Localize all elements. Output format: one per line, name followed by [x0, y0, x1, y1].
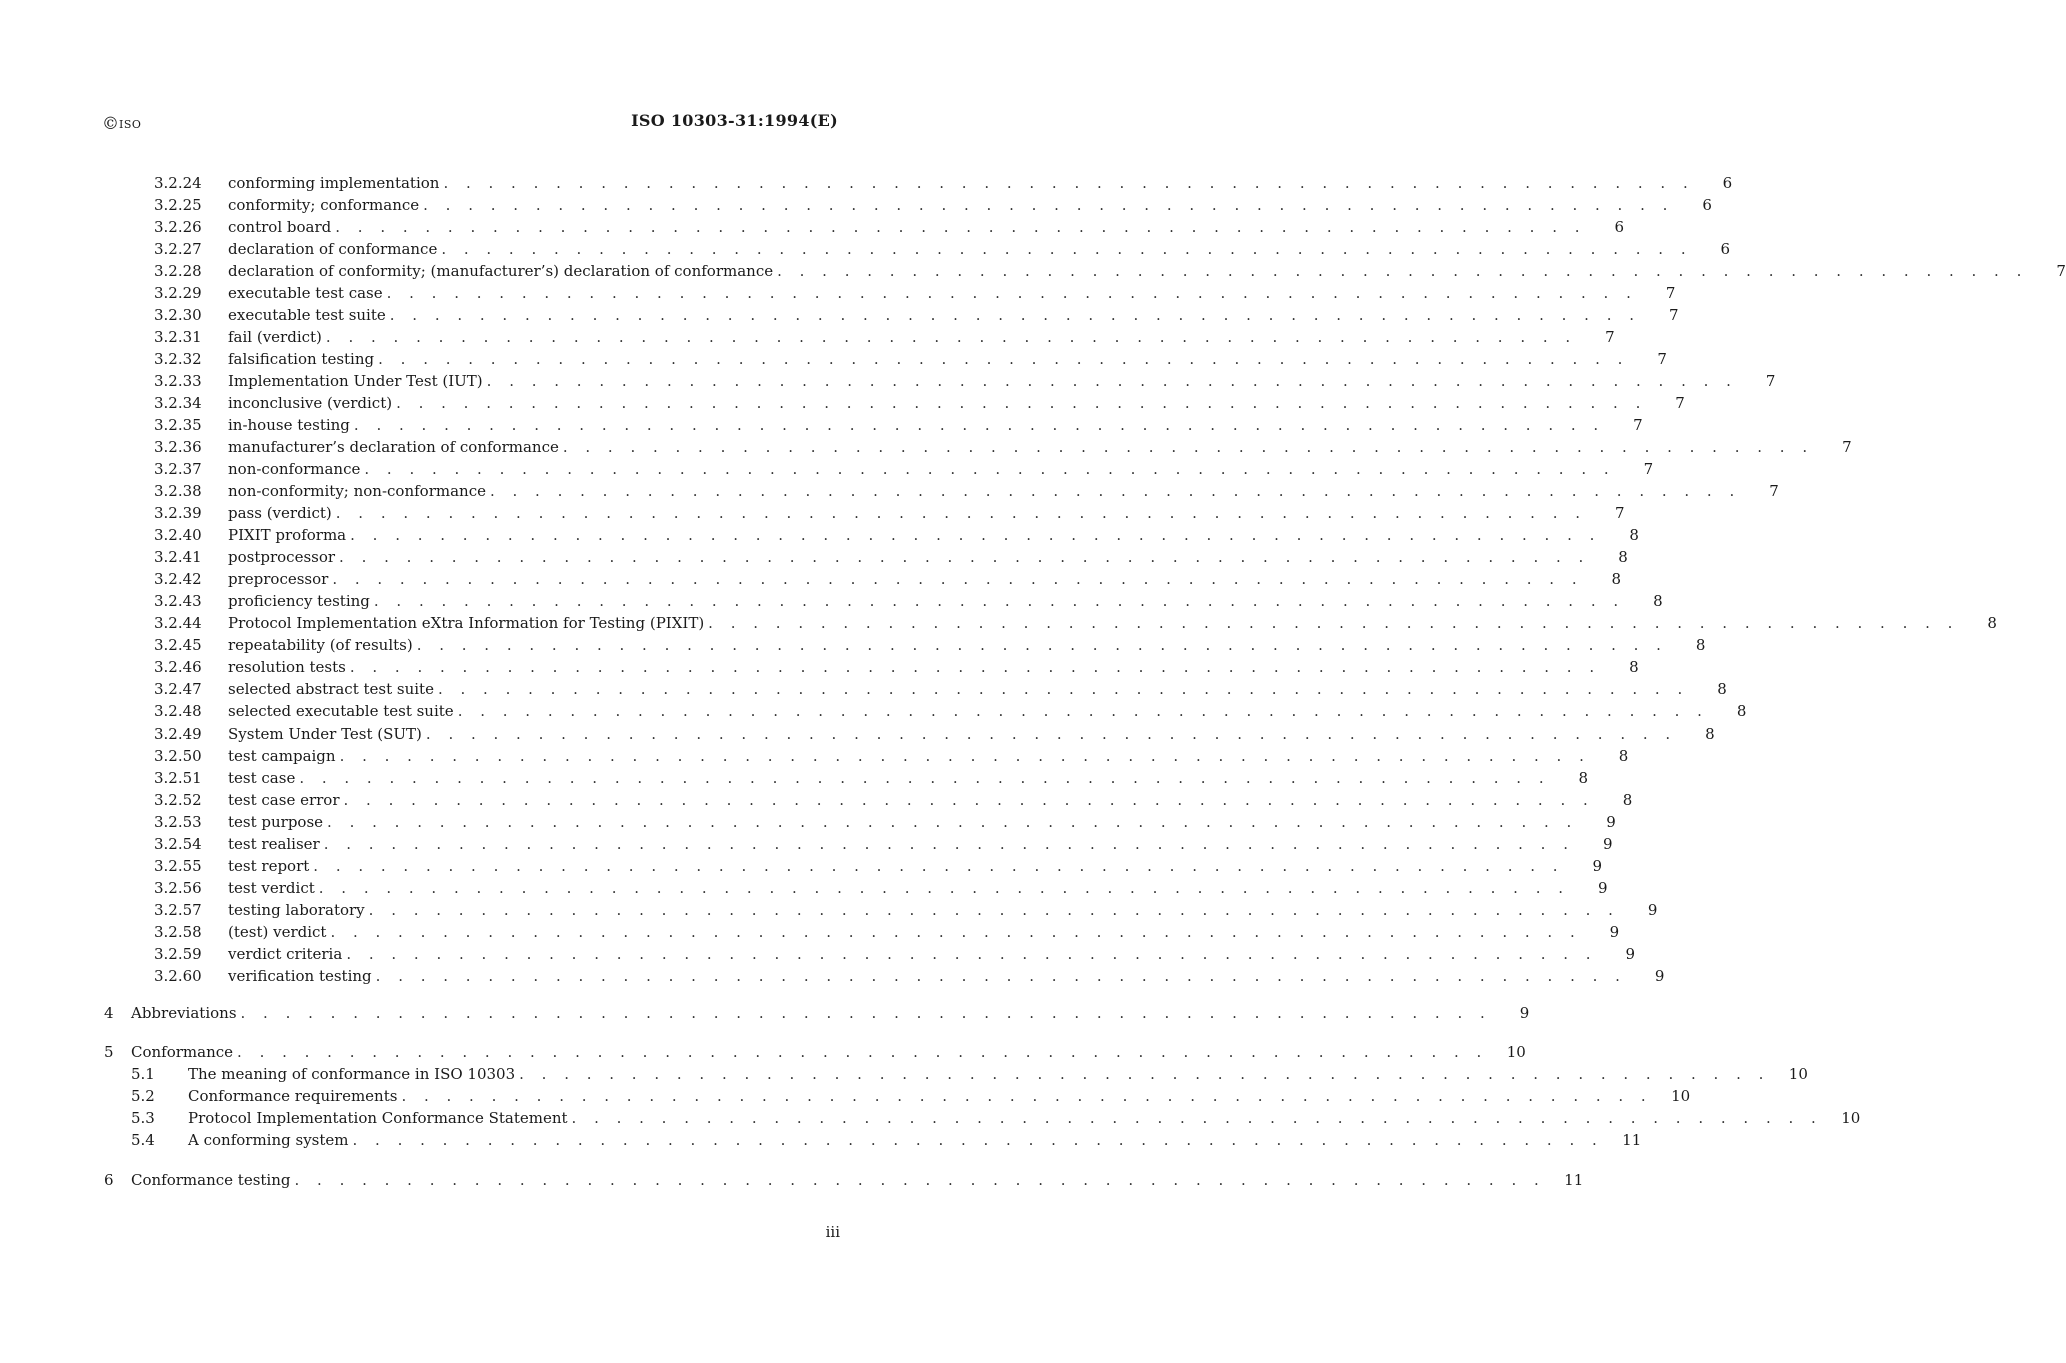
toc-title: Implementation Under Test (IUT): [228, 372, 483, 390]
dot-leader: . . . . . . . . . . . . . . . . . . . . . . . . . . . . . . . . . . . . . . . . . . . . . . . . . . . . . . . .: [335, 218, 1587, 236]
toc-title: selected executable test suite: [228, 702, 454, 720]
dot-leader: . . . . . . . . . . . . . . . . . . . . . . . . . . . . . . . . . . . . . . . . . . . . . . . . . . . . . . . .: [327, 813, 1578, 831]
toc-title: verification testing: [228, 967, 372, 985]
toc-entry[interactable]: [154, 856, 1603, 876]
toc-subsection[interactable]: [131, 1064, 1808, 1084]
toc-number: 5.2: [131, 1087, 155, 1105]
toc-number: 3.2.56: [154, 879, 202, 897]
toc-title: selected abstract test suite: [228, 680, 434, 698]
toc-page-number: 8: [1695, 636, 1706, 654]
toc-number: 5.3: [131, 1109, 155, 1127]
toc-number: 3.2.52: [154, 791, 202, 809]
dot-leader: . . . . . . . . . . . . . . . . . . . . . . . . . . . . . . . . . . . . . . . . . . . . . . . . . . . . . . . .: [352, 1131, 1604, 1149]
toc-entry[interactable]: [154, 503, 1625, 523]
toc-number: 3.2.40: [154, 526, 202, 544]
dot-leader: . . . . . . . . . . . . . . . . . . . . . . . . . . . . . . . . . . . . . . . . . . . . . . . . . . . . . . . .: [364, 460, 1616, 478]
toc-number: 3.2.24: [154, 174, 202, 192]
dot-leader: . . . . . . . . . . . . . . . . . . . . . . . . . . . . . . . . . . . . . . . . . . . . . . . . . . . . . . . .: [339, 548, 1590, 566]
toc-title: proficiency testing: [228, 592, 370, 610]
toc-entry[interactable]: [154, 900, 1658, 920]
toc-number: 3.2.28: [154, 262, 202, 280]
dot-leader: . . . . . . . . . . . . . . . . . . . . . . . . . . . . . . . . . . . . . . . . . . . . . . . . . . . . . . . .: [423, 196, 1674, 214]
toc-number: 3.2.26: [154, 218, 202, 236]
toc-entry[interactable]: [154, 415, 1643, 435]
toc-number: 3.2.39: [154, 504, 202, 522]
toc-title: Protocol Implementation eXtra Information for Testing (PIXIT): [228, 614, 705, 632]
dot-leader: . . . . . . . . . . . . . . . . . . . . . . . . . . . . . . . . . . . . . . . . . . . . . . . . . . . . . . . .: [441, 240, 1693, 258]
dot-leader: . . . . . . . . . . . . . . . . . . . . . . . . . . . . . . . . . . . . . . . . . . . . . . . . . . . . . . . .: [425, 725, 1677, 743]
toc-number: 3.2.58: [154, 923, 202, 941]
toc-title: declaration of conformance: [228, 240, 438, 258]
toc-number: 5.1: [131, 1065, 155, 1083]
toc-title: Abbreviations: [131, 1004, 237, 1022]
dot-leader: . . . . . . . . . . . . . . . . . . . . . . . . . . . . . . . . . . . . . . . . . . . . . . . . . . . . . . . .: [396, 394, 1647, 412]
toc-number: 3.2.33: [154, 372, 202, 390]
toc-number: 3.2.49: [154, 725, 202, 743]
toc-entry[interactable]: [154, 195, 1712, 215]
toc-page-number: 7: [1665, 284, 1676, 302]
toc-number: 6: [104, 1171, 114, 1189]
toc-title: verdict criteria: [228, 945, 343, 963]
toc-subsection[interactable]: [131, 1130, 1642, 1150]
toc-entry[interactable]: [154, 812, 1616, 832]
toc-page-number: 7: [1657, 350, 1667, 368]
dot-leader: . . . . . . . . . . . . . . . . . . . . . . . . . . . . . . . . . . . . . . . . . . . . . . . . . . . . . . . .: [237, 1043, 1488, 1061]
dot-leader: . . . . . . . . . . . . . . . . . . . . . . . . . . . . . . . . . . . . . . . . . . . . . . . . . . . . . . . .: [332, 570, 1584, 588]
dot-leader: . . . . . . . . . . . . . . . . . . . . . . . . . . . . . . . . . . . . . . . . . . . . . . . . . . . . . . . .: [335, 504, 1587, 522]
dot-leader: . . . . . . . . . . . . . . . . . . . . . . . . . . . . . . . . . . . . . . . . . . . . . . . . . . . . . . . .: [350, 526, 1601, 544]
toc-entry[interactable]: [154, 724, 1715, 744]
toc-title: non-conformity; non-conformance: [228, 482, 486, 500]
toc-page-number: 8: [1736, 702, 1747, 720]
toc-page-number: 8: [1653, 592, 1663, 610]
toc-title: manufacturer’s declaration of conformance: [228, 438, 559, 456]
toc-number: 3.2.32: [154, 350, 202, 368]
toc-title: testing laboratory: [228, 901, 365, 919]
toc-number: 5: [104, 1043, 114, 1061]
toc-page-number: 7: [1842, 438, 1852, 456]
toc-page-number: 7: [1605, 328, 1615, 346]
dot-leader: . . . . . . . . . . . . . . . . . . . . . . . . . . . . . . . . . . . . . . . . . . . . . . . . . . . . . . . .: [375, 967, 1627, 985]
toc-page-number: 7: [1769, 482, 1779, 500]
toc-page-number: 10: [1671, 1087, 1691, 1105]
toc-entry[interactable]: [154, 922, 1620, 942]
toc-page-number: 9: [1609, 923, 1620, 941]
toc-entry[interactable]: [154, 966, 1665, 986]
dot-leader: . . . . . . . . . . . . . . . . . . . . . . . . . . . . . . . . . . . . . . . . . . . . . . . . . . . . . . . .: [323, 835, 1575, 853]
toc-page-number: 6: [1720, 240, 1731, 258]
dot-leader: . . . . . . . . . . . . . . . . . . . . . . . . . . . . . . . . . . . . . . . . . . . . . . . . . . . . . . . .: [486, 372, 1738, 390]
toc-entry[interactable]: [154, 547, 1628, 567]
toc-title: Protocol Implementation Conformance Statement: [188, 1109, 568, 1127]
toc-title: resolution tests: [228, 658, 346, 676]
dot-leader: . . . . . . . . . . . . . . . . . . . . . . . . . . . . . . . . . . . . . . . . . . . . . . . . . . . . . . . .: [519, 1065, 1770, 1083]
toc-number: 3.2.38: [154, 482, 202, 500]
toc-number: 3.2.27: [154, 240, 202, 258]
toc-title: The meaning of conformance in ISO 10303: [188, 1065, 516, 1083]
toc-entry[interactable]: [154, 878, 1608, 898]
toc-title: preprocessor: [228, 570, 329, 588]
copyright-icon: ©: [102, 114, 119, 134]
dot-leader: . . . . . . . . . . . . . . . . . . . . . . . . . . . . . . . . . . . . . . . . . . . . . . . . . . . . . . . .: [489, 482, 1741, 500]
toc-number: 3.2.37: [154, 460, 202, 478]
toc-number: 3.2.30: [154, 306, 202, 324]
toc-number: 3.2.50: [154, 747, 202, 765]
dot-leader: . . . . . . . . . . . . . . . . . . . . . . . . . . . . . . . . . . . . . . . . . . . . . . . . . . . . . . . .: [443, 174, 1695, 192]
toc-entry[interactable]: [154, 635, 1706, 655]
dot-leader: . . . . . . . . . . . . . . . . . . . . . . . . . . . . . . . . . . . . . . . . . . . . . . . . . . . . . . . .: [457, 702, 1709, 720]
toc-entry[interactable]: [154, 305, 1679, 325]
toc-title: Conformance: [131, 1043, 234, 1061]
toc-title: A conforming system: [188, 1131, 349, 1149]
toc-entry[interactable]: [154, 327, 1615, 347]
toc-title: fail (verdict): [228, 328, 322, 346]
iso-copyright-mark: [102, 114, 141, 134]
toc-page-number: 8: [1717, 680, 1727, 698]
toc-number: 3.2.34: [154, 394, 202, 412]
dot-leader: . . . . . . . . . . . . . . . . . . . . . . . . . . . . . . . . . . . . . . . . . . . . . . . . . . . . . . . .: [313, 857, 1565, 875]
toc-page-number: 10: [1788, 1065, 1808, 1083]
toc-entry[interactable]: [154, 349, 1667, 369]
toc-page-number: 6: [1722, 174, 1733, 192]
toc-page-number: 7: [1668, 306, 1679, 324]
toc-title: declaration of conformity; (manufacturer’s) declaration of conformance: [228, 262, 774, 280]
toc-page-number: 6: [1702, 196, 1712, 214]
dot-leader: . . . . . . . . . . . . . . . . . . . . . . . . . . . . . . . . . . . . . . . . . . . . . . . . . . . . . . . .: [777, 262, 2028, 280]
toc-number: 3.2.41: [154, 548, 202, 566]
toc-page-number: 9: [1592, 857, 1603, 875]
toc-number: 3.2.35: [154, 416, 202, 434]
toc-section[interactable]: [104, 1003, 1530, 1023]
toc-number: 3.2.45: [154, 636, 202, 654]
toc-entry[interactable]: [154, 834, 1613, 854]
toc-number: 3.2.43: [154, 592, 202, 610]
toc-entry[interactable]: [154, 657, 1639, 677]
toc-number: 3.2.59: [154, 945, 202, 963]
toc-subsection[interactable]: [131, 1086, 1691, 1106]
toc-title: control board: [228, 218, 332, 236]
toc-page-number: 8: [1622, 791, 1633, 809]
toc-page-number: 9: [1602, 835, 1613, 853]
toc-page-number: 8: [1618, 747, 1629, 765]
toc-page-number: 9: [1647, 901, 1658, 919]
toc-page-number: 8: [1629, 658, 1639, 676]
toc-page-number: 8: [1578, 769, 1589, 787]
page-number: iii: [825, 1223, 840, 1241]
toc-entry[interactable]: [154, 569, 1622, 589]
dot-leader: . . . . . . . . . . . . . . . . . . . . . . . . . . . . . . . . . . . . . . . . . . . . . . . . . . . . . . . .: [389, 306, 1641, 324]
toc-number: 4: [104, 1004, 114, 1022]
dot-leader: . . . . . . . . . . . . . . . . . . . . . . . . . . . . . . . . . . . . . . . . . . . . . . . . . . . . . . . .: [294, 1171, 1546, 1189]
dot-leader: . . . . . . . . . . . . . . . . . . . . . . . . . . . . . . . . . . . . . . . . . . . . . . . . . . . . . . . .: [562, 438, 1814, 456]
toc-entry[interactable]: [154, 437, 1852, 457]
dot-leader: . . . . . . . . . . . . . . . . . . . . . . . . . . . . . . . . . . . . . . . . . . . . . . . . . . . . . . . .: [571, 1109, 1823, 1127]
toc-page-number: 9: [1654, 967, 1665, 985]
toc-title: test case error: [228, 791, 340, 809]
toc-page-number: 9: [1519, 1004, 1530, 1022]
dot-leader: . . . . . . . . . . . . . . . . . . . . . . . . . . . . . . . . . . . . . . . . . . . . . . . . . . . . . . . .: [386, 284, 1638, 302]
toc-number: 3.2.36: [154, 438, 202, 456]
dot-leader: . . . . . . . . . . . . . . . . . . . . . . . . . . . . . . . . . . . . . . . . . . . . . . . . . . . . . . . .: [318, 879, 1570, 897]
dot-leader: . . . . . . . . . . . . . . . . . . . . . . . . . . . . . . . . . . . . . . . . . . . . . . . . . . . . . . . .: [416, 636, 1668, 654]
dot-leader: . . . . . . . . . . . . . . . . . . . . . . . . . . . . . . . . . . . . . . . . . . . . . . . . . . . . . . . .: [240, 1004, 1492, 1022]
toc-title: test campaign: [228, 747, 336, 765]
toc-number: 3.2.60: [154, 967, 202, 985]
toc-entry[interactable]: [154, 393, 1685, 413]
dot-leader: . . . . . . . . . . . . . . . . . . . . . . . . . . . . . . . . . . . . . . . . . . . . . . . . . . . . . . . .: [349, 658, 1601, 676]
dot-leader: . . . . . . . . . . . . . . . . . . . . . . . . . . . . . . . . . . . . . . . . . . . . . . . . . . . . . . . .: [299, 769, 1551, 787]
toc-number: 3.2.46: [154, 658, 202, 676]
dot-leader: . . . . . . . . . . . . . . . . . . . . . . . . . . . . . . . . . . . . . . . . . . . . . . . . . . . . . . . .: [330, 923, 1582, 941]
toc-section[interactable]: [104, 1170, 1584, 1190]
toc-number: 3.2.48: [154, 702, 202, 720]
toc-number: 3.2.29: [154, 284, 202, 302]
copyright-org: ISO: [119, 118, 142, 131]
toc-page-number: 11: [1564, 1171, 1584, 1189]
toc-page-number: 7: [1675, 394, 1685, 412]
toc-number: 3.2.57: [154, 901, 202, 919]
dot-leader: . . . . . . . . . . . . . . . . . . . . . . . . . . . . . . . . . . . . . . . . . . . . . . . . . . . . . . . .: [437, 680, 1689, 698]
toc-title: inconclusive (verdict): [228, 394, 393, 412]
dot-leader: . . . . . . . . . . . . . . . . . . . . . . . . . . . . . . . . . . . . . . . . . . . . . . . . . . . . . . . .: [373, 592, 1625, 610]
document-id: ISO 10303-31:1994(E): [631, 111, 838, 130]
toc-entry[interactable]: [154, 944, 1636, 964]
toc-entry[interactable]: [154, 525, 1639, 545]
toc-entry[interactable]: [154, 746, 1629, 766]
toc-title: test report: [228, 857, 310, 875]
toc-title: postprocessor: [228, 548, 336, 566]
toc-title: non-conformance: [228, 460, 361, 478]
toc-number: 3.2.55: [154, 857, 202, 875]
toc-subsection[interactable]: [131, 1108, 1861, 1128]
toc-page-number: 8: [1618, 548, 1628, 566]
dot-leader: . . . . . . . . . . . . . . . . . . . . . . . . . . . . . . . . . . . . . . . . . . . . . . . . . . . . . . . .: [401, 1087, 1653, 1105]
toc-title: in-house testing: [228, 416, 350, 434]
toc-page-number: 7: [1633, 416, 1643, 434]
toc-number: 3.2.51: [154, 769, 202, 787]
toc-entry[interactable]: [154, 679, 1727, 699]
toc-title: repeatability (of results): [228, 636, 413, 654]
toc-page-number: 10: [1506, 1043, 1526, 1061]
toc-page-number: 7: [1765, 372, 1776, 390]
toc-title: executable test case: [228, 284, 383, 302]
dot-leader: . . . . . . . . . . . . . . . . . . . . . . . . . . . . . . . . . . . . . . . . . . . . . . . . . . . . . . . .: [343, 791, 1595, 809]
toc-entry[interactable]: [154, 768, 1589, 788]
toc-page-number: 6: [1614, 218, 1625, 236]
toc-number: 3.2.42: [154, 570, 202, 588]
toc-title: System Under Test (SUT): [228, 725, 422, 743]
toc-page-number: 8: [1987, 614, 1997, 632]
toc-title: conformity; conformance: [228, 196, 420, 214]
toc-title: pass (verdict): [228, 504, 332, 522]
toc-number: 3.2.31: [154, 328, 202, 346]
dot-leader: . . . . . . . . . . . . . . . . . . . . . . . . . . . . . . . . . . . . . . . . . . . . . . . . . . . . . . . .: [708, 614, 1959, 632]
toc-page-number: 7: [1643, 460, 1654, 478]
toc-entry[interactable]: [154, 217, 1625, 237]
toc-title: test verdict: [228, 879, 315, 897]
toc-page-number: 9: [1606, 813, 1616, 831]
toc-entry[interactable]: [154, 173, 1733, 193]
toc-title: conforming implementation: [228, 174, 440, 192]
dot-leader: . . . . . . . . . . . . . . . . . . . . . . . . . . . . . . . . . . . . . . . . . . . . . . . . . . . . . . . .: [346, 945, 1598, 963]
toc-number: 3.2.25: [154, 196, 202, 214]
toc-page-number: 9: [1625, 945, 1636, 963]
toc-page-number: 11: [1622, 1131, 1642, 1149]
toc-title: PIXIT proforma: [228, 526, 347, 544]
toc-title: Conformance testing: [131, 1171, 291, 1189]
dot-leader: . . . . . . . . . . . . . . . . . . . . . . . . . . . . . . . . . . . . . . . . . . . . . . . . . . . . . . . .: [325, 328, 1577, 346]
toc-page-number: 10: [1841, 1109, 1861, 1127]
toc-entry[interactable]: [154, 459, 1654, 479]
toc-title: test purpose: [228, 813, 324, 831]
toc-entry[interactable]: [154, 701, 1747, 721]
toc-title: test realiser: [228, 835, 320, 853]
toc-entry[interactable]: [154, 261, 2066, 281]
toc-entry[interactable]: [154, 283, 1676, 303]
toc-entry[interactable]: [154, 790, 1633, 810]
toc-entry[interactable]: [154, 591, 1663, 611]
dot-leader: . . . . . . . . . . . . . . . . . . . . . . . . . . . . . . . . . . . . . . . . . . . . . . . . . . . . . . . .: [353, 416, 1605, 434]
toc-number: 3.2.53: [154, 813, 202, 831]
toc-number: 3.2.44: [154, 614, 202, 632]
toc-title: test case: [228, 769, 296, 787]
toc-page-number: 9: [1597, 879, 1608, 897]
toc-entry[interactable]: [154, 481, 1779, 501]
toc-number: 5.4: [131, 1131, 155, 1149]
toc-number: 3.2.47: [154, 680, 202, 698]
toc-page-number: 8: [1705, 725, 1715, 743]
toc-entry[interactable]: [154, 371, 1776, 391]
toc-title: (test) verdict: [228, 923, 327, 941]
toc-number: 3.2.54: [154, 835, 202, 853]
dot-leader: . . . . . . . . . . . . . . . . . . . . . . . . . . . . . . . . . . . . . . . . . . . . . . . . . . . . . . . .: [378, 350, 1629, 368]
toc-section[interactable]: [104, 1042, 1526, 1062]
toc-title: falsification testing: [228, 350, 375, 368]
toc-page-number: 7: [2056, 262, 2066, 280]
toc-title: executable test suite: [228, 306, 386, 324]
dot-leader: . . . . . . . . . . . . . . . . . . . . . . . . . . . . . . . . . . . . . . . . . . . . . . . . . . . . . . . .: [339, 747, 1591, 765]
dot-leader: . . . . . . . . . . . . . . . . . . . . . . . . . . . . . . . . . . . . . . . . . . . . . . . . . . . . . . . .: [368, 901, 1620, 919]
toc-entry[interactable]: [154, 613, 1997, 633]
toc-page-number: 7: [1614, 504, 1625, 522]
toc-page-number: 8: [1611, 570, 1622, 588]
toc-page-number: 8: [1629, 526, 1639, 544]
toc-title: Conformance requirements: [188, 1087, 398, 1105]
toc-entry[interactable]: [154, 239, 1731, 259]
